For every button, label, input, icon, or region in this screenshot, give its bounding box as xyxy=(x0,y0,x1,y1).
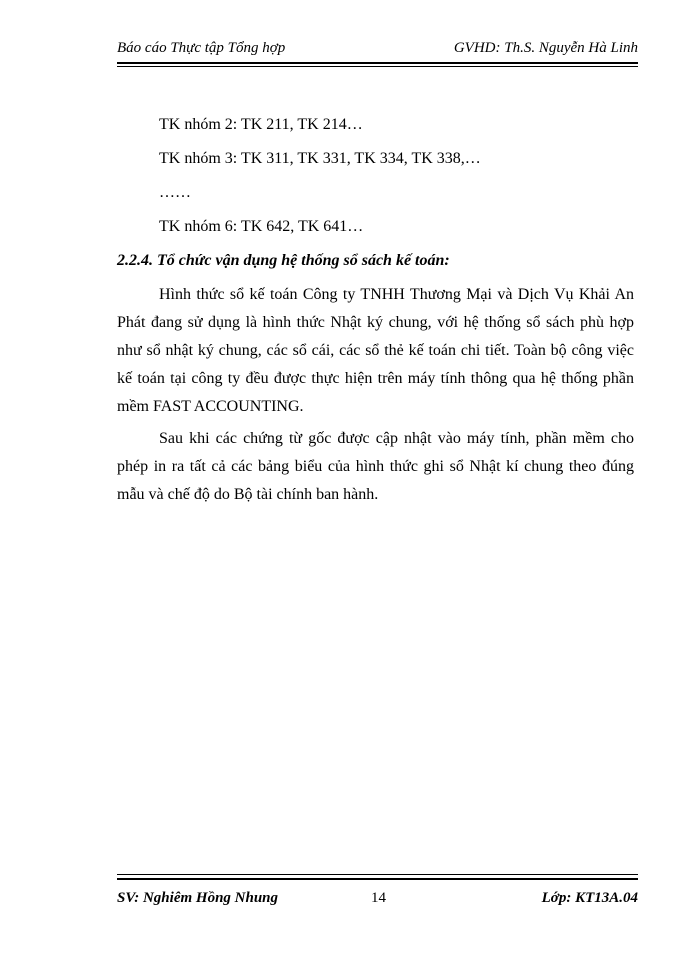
body-paragraph: Sau khi các chứng từ gốc được cập nhật vào máy tính, phần mềm cho phép in ra tất cả các bảng biểu của hình thức ghi sổ Nhật kí chung theo đúng mẫu và chế độ do Bộ tài chính ban hành. xyxy=(117,430,634,503)
account-group-line: TK nhóm 6: TK 642, TK 641… xyxy=(159,218,364,235)
account-group-line: TK nhóm 3: TK 311, TK 331, TK 334, TK 338,… xyxy=(159,150,481,167)
section-heading: 2.2.4. Tổ chức vận dụng hệ thống sổ sách kế toán: xyxy=(117,252,450,269)
header-report-title: Báo cáo Thực tập Tổng hợp xyxy=(117,40,286,56)
footer-rule-thin xyxy=(117,874,638,875)
body-paragraph: Hình thức sổ kế toán Công ty TNHH Thương Mại và Dịch Vụ Khải An Phát đang sử dụng là hình thức Nhật ký chung, với hệ thống sổ sách phù hợp như sổ nhật ký chung, các sổ cái, các sổ thẻ kế toán chi tiết. Toàn bộ công việc kế toán tại công ty đều được thực hiện trên máy tính thông qua hệ thống phần mềm FAST ACCOUNTING. xyxy=(117,286,634,415)
header-rule-thin xyxy=(117,66,638,67)
account-group-ellipsis: …… xyxy=(159,184,191,201)
page-number: 14 xyxy=(371,890,386,906)
header-supervisor: GVHD: Th.S. Nguyễn Hà Linh xyxy=(453,40,638,56)
footer-student-name: SV: Nghiêm Hồng Nhung xyxy=(117,890,279,906)
account-group-line: TK nhóm 2: TK 211, TK 214… xyxy=(159,116,363,133)
page-footer xyxy=(117,874,638,914)
page-header xyxy=(117,38,638,64)
footer-rule-thick xyxy=(117,878,638,880)
header-rule-thick xyxy=(117,62,638,64)
footer-class-code: Lớp: KT13A.04 xyxy=(541,890,638,906)
